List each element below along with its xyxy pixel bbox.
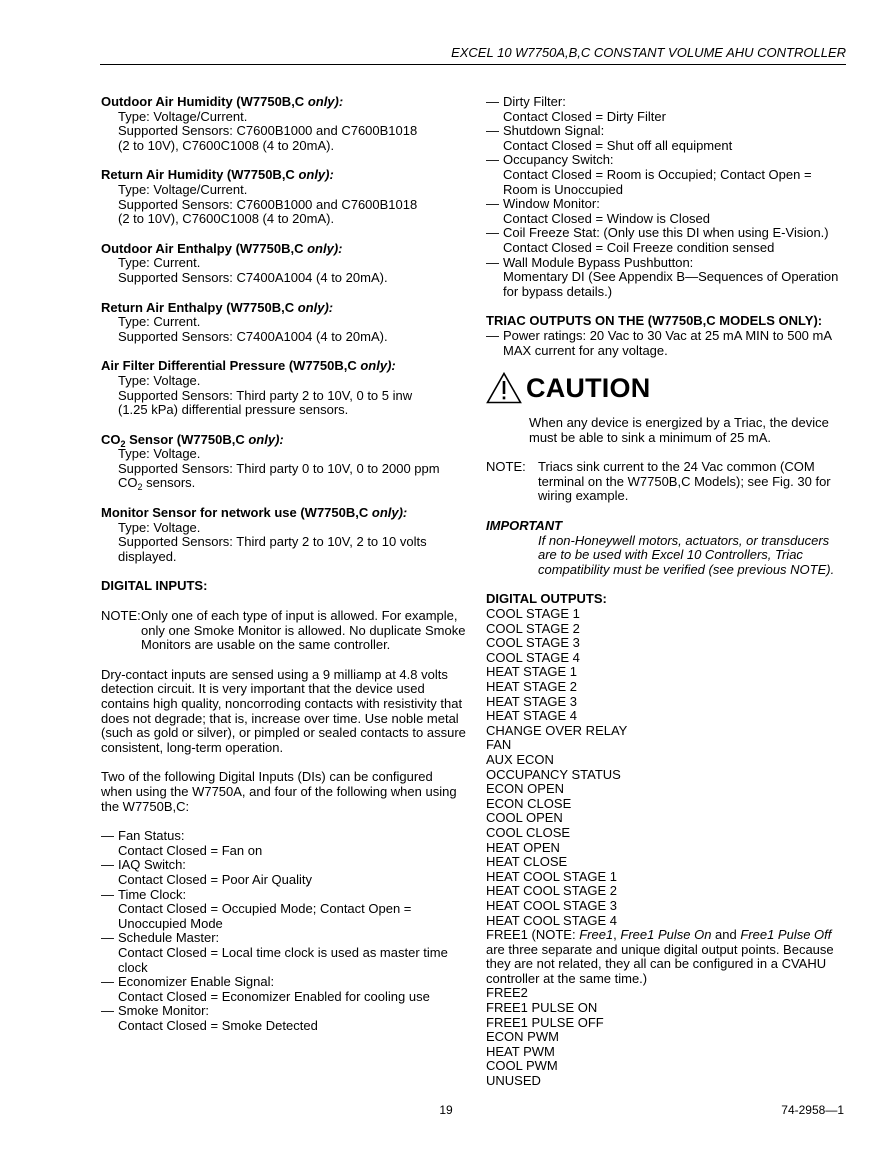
sensor-line: Type: Voltage. <box>118 519 201 535</box>
input-name: IAQ Switch: <box>118 857 186 873</box>
caution-text: When any device is energized by a Triac, the device must be able to sink a minimum of 25 mA. <box>529 415 829 445</box>
list-item: COOL STAGE 2 <box>486 620 580 636</box>
note-text: Only one of each type of input is allowed. For example, only one Smoke Monitor is allowed. No duplicate Smoke Monitors are usable on the same controller. <box>141 608 466 653</box>
dash-bullet: — <box>486 327 499 343</box>
list-item: ECON OPEN <box>486 781 565 797</box>
note-label: NOTE: <box>101 608 141 624</box>
sensor-line: $CO_2$ sensors. <box>118 475 196 493</box>
dash-bullet: — <box>101 974 114 990</box>
sensor-air-filter-pressure <box>101 359 466 417</box>
dash-bullet: — <box>101 886 114 902</box>
sensor-line: Type: Voltage. <box>118 446 201 462</box>
list-item: HEAT COOL STAGE 4 <box>486 912 617 928</box>
sensor-line: (2 to 10V), C7600C1008 (4 to 20mA). <box>118 137 335 153</box>
sensor-line: Type: Current. <box>118 314 201 330</box>
warning-triangle-icon <box>486 372 522 404</box>
triac-text: Power ratings: 20 Vac to 30 Vac at 25 mA MIN to 500 mA MAX current for any voltage. <box>503 327 832 358</box>
list-item <box>486 226 848 255</box>
input-detail: Contact Closed = Occupied Mode; Contact Open = Unoccupied Mode <box>118 901 412 931</box>
list-item: COOL CLOSE <box>486 824 571 840</box>
input-detail: Contact Closed = Fan on <box>118 842 263 858</box>
dash-bullet: — <box>101 857 114 873</box>
dash-bullet: — <box>486 152 499 168</box>
list-item <box>486 197 848 226</box>
list-item: HEAT STAGE 1 <box>486 664 578 680</box>
input-name: Wall Module Bypass Pushbutton: <box>503 254 694 270</box>
input-name: Fan Status: <box>118 828 185 844</box>
list-item: FREE1 PULSE ON <box>486 1000 598 1016</box>
sensor-monitor <box>101 506 466 564</box>
sensor-title: Outdoor Air Enthalpy (W7750B,C only): <box>101 240 343 256</box>
sensor-title: Monitor Sensor for network use (W7750B,C only): <box>101 505 408 521</box>
list-item: HEAT COOL STAGE 1 <box>486 868 617 884</box>
list-item: HEAT CLOSE <box>486 854 568 870</box>
input-detail: Contact Closed = Dirty Filter <box>503 108 666 124</box>
sensor-line: Type: Current. <box>118 255 201 271</box>
list-item: ECON CLOSE <box>486 795 572 811</box>
input-name: Economizer Enable Signal: <box>118 974 275 990</box>
caution-block <box>486 372 848 404</box>
list-item: CHANGE OVER RELAY <box>486 722 628 738</box>
list-item: COOL PWM <box>486 1058 558 1074</box>
important-heading: IMPORTANT <box>486 518 563 534</box>
digital-inputs-heading: DIGITAL INPUTS: <box>101 578 208 594</box>
dash-bullet: — <box>486 225 499 241</box>
input-name: Shutdown Signal: <box>503 123 605 139</box>
left-column <box>101 95 466 1033</box>
triac-note <box>486 460 848 504</box>
sensor-line: Supported Sensors: Third party 2 to 10V, 2 to 10 volts <box>118 534 427 550</box>
list-item: HEAT COOL STAGE 2 <box>486 883 617 899</box>
digital-input-list-left <box>101 829 466 1033</box>
digital-inputs-note <box>101 609 466 653</box>
list-item <box>486 256 848 300</box>
dash-bullet: — <box>486 196 499 212</box>
list-item: UNUSED <box>486 1073 541 1089</box>
right-column <box>486 95 848 1089</box>
input-detail: Contact Closed = Smoke Detected <box>118 1017 318 1033</box>
dash-bullet: — <box>486 94 499 109</box>
input-name: Smoke Monitor: <box>118 1003 210 1019</box>
list-item: HEAT COOL STAGE 3 <box>486 897 617 913</box>
document-code: 74-2958—1 <box>781 1103 844 1117</box>
list-item: AUX ECON <box>486 751 554 767</box>
digital-output-list <box>486 607 848 1089</box>
dash-bullet: — <box>101 1003 114 1019</box>
sensor-co2 <box>101 433 466 491</box>
dash-bullet: — <box>486 123 499 139</box>
input-detail: Contact Closed = Room is Occupied; Contact Open = Room is Unoccupied <box>503 166 812 197</box>
sensor-line: Type: Voltage/Current. <box>118 181 248 197</box>
sensor-return-air-humidity <box>101 168 466 226</box>
input-detail: Contact Closed = Coil Freeze condition sensed <box>503 239 775 255</box>
list-item <box>101 858 466 887</box>
sensor-title: Return Air Enthalpy (W7750B,C only): <box>101 299 334 315</box>
sensor-title: $CO_2$ Sensor (W7750B,C only): <box>101 431 284 449</box>
dash-bullet: — <box>101 828 114 844</box>
sensor-line: Supported Sensors: C7400A1004 (4 to 20mA). <box>118 269 388 285</box>
input-name: Dirty Filter: <box>503 94 566 109</box>
sensor-line: Supported Sensors: Third party 2 to 10V, 0 to 5 inw <box>118 387 413 403</box>
sensor-title: Air Filter Differential Pressure (W7750B,C only): <box>101 358 396 374</box>
input-name: Occupancy Switch: <box>503 152 614 168</box>
sensor-line: Type: Voltage. <box>118 372 201 388</box>
sensor-line: Supported Sensors: C7600B1000 and C7600B1018 <box>118 196 418 212</box>
list-item: OCCUPANCY STATUS <box>486 766 621 782</box>
input-detail: Contact Closed = Poor Air Quality <box>118 871 313 887</box>
list-item: HEAT STAGE 2 <box>486 679 578 694</box>
dry-contact-paragraph: Dry-contact inputs are sensed using a 9 milliamp at 4.8 volts detection circuit. It is very important that the device used contains high quality, noncorroding contacts with resistivity that does not degrade; that is, increase over time. Use noble metal (such as gold or silver), or pimpled or sealed contacts to assure consistent, long-term operation. <box>101 666 466 755</box>
list-item <box>486 124 848 153</box>
input-detail: Contact Closed = Economizer Enabled for cooling use <box>118 988 430 1004</box>
input-name: Time Clock: <box>118 886 187 902</box>
list-item: HEAT STAGE 3 <box>486 693 578 709</box>
dash-bullet: — <box>101 930 114 946</box>
sensor-line: Supported Sensors: C7600B1000 and C7600B1018 <box>118 123 418 139</box>
sensor-outdoor-air-humidity <box>101 95 466 153</box>
sensor-outdoor-air-enthalpy <box>101 242 466 286</box>
input-name: Window Monitor: <box>503 196 600 212</box>
di-config-paragraph: Two of the following Digital Inputs (DIs) can be configured when using the W7750A, and four of the following when using the W7750B,C: <box>101 769 457 814</box>
list-item <box>101 931 466 975</box>
list-item: FREE2 <box>486 985 528 1001</box>
list-item: HEAT PWM <box>486 1043 555 1059</box>
input-detail: Contact Closed = Window is Closed <box>503 210 711 226</box>
list-item: COOL STAGE 3 <box>486 635 580 651</box>
important-text: If non-Honeywell motors, actuators, or transducers are to be used with Excel 10 Controllers, Triac compatibility must be verified (see previous NOTE). <box>538 532 835 577</box>
input-name: Coil Freeze Stat: (Only use this DI when using E-Vision.) <box>503 225 829 241</box>
list-item: HEAT STAGE 4 <box>486 708 578 724</box>
list-item: ECON PWM <box>486 1029 559 1045</box>
digital-outputs-heading: DIGITAL OUTPUTS: <box>486 591 607 607</box>
page-number: 19 <box>439 1103 453 1117</box>
list-item <box>101 829 466 858</box>
sensor-line: Supported Sensors: Third party 0 to 10V, 0 to 2000 ppm <box>118 460 440 476</box>
input-detail: Momentary DI (See Appendix B—Sequences of Operation for bypass details.) <box>503 269 839 299</box>
running-header: EXCEL 10 W7750A,B,C CONSTANT VOLUME AHU CONTROLLER <box>100 46 846 65</box>
list-item <box>486 95 848 124</box>
list-item: COOL STAGE 1 <box>486 606 580 622</box>
list-item <box>101 975 466 1004</box>
sensor-title: Outdoor Air Humidity (W7750B,C only): <box>101 94 344 109</box>
free1-note: FREE1 (NOTE: Free1, Free1 Pulse On and Free1 Pulse Off are three separate and unique digital output points. Because they are not related, they all can be configured in a CVAHU controller at the same time.) <box>486 927 834 986</box>
input-name: Schedule Master: <box>118 930 220 946</box>
sensor-return-air-enthalpy <box>101 301 466 345</box>
triac-item <box>486 329 848 358</box>
caution-title: CAUTION <box>526 373 651 404</box>
note-label: NOTE: <box>486 459 526 475</box>
triac-heading: TRIAC OUTPUTS ON THE (W7750B,C MODELS ONLY): <box>486 313 823 329</box>
sensor-line: (2 to 10V), C7600C1008 (4 to 20mA). <box>118 211 335 227</box>
sensor-line: Supported Sensors: C7400A1004 (4 to 20mA). <box>118 328 388 344</box>
list-item <box>101 1004 466 1033</box>
list-item <box>101 888 466 932</box>
list-item: COOL OPEN <box>486 810 563 826</box>
input-detail: Contact Closed = Local time clock is used as master time clock <box>118 944 448 975</box>
input-detail: Contact Closed = Shut off all equipment <box>503 137 733 153</box>
list-item: COOL STAGE 4 <box>486 649 580 665</box>
digital-input-list-right <box>486 95 848 299</box>
note-text: Triacs sink current to the 24 Vac common (COM terminal on the W7750B,C Models); see Fig. 30 for wiring example. <box>538 459 831 504</box>
sensor-line: displayed. <box>118 548 177 564</box>
list-item: FREE1 PULSE OFF <box>486 1014 604 1030</box>
sensor-line: (1.25 kPa) differential pressure sensors. <box>118 402 349 418</box>
list-item <box>486 153 848 197</box>
list-item: HEAT OPEN <box>486 839 560 855</box>
list-item: FAN <box>486 737 512 753</box>
sensor-title: Return Air Humidity (W7750B,C only): <box>101 167 334 183</box>
sensor-line: Type: Voltage/Current. <box>118 108 248 124</box>
dash-bullet: — <box>486 254 499 270</box>
